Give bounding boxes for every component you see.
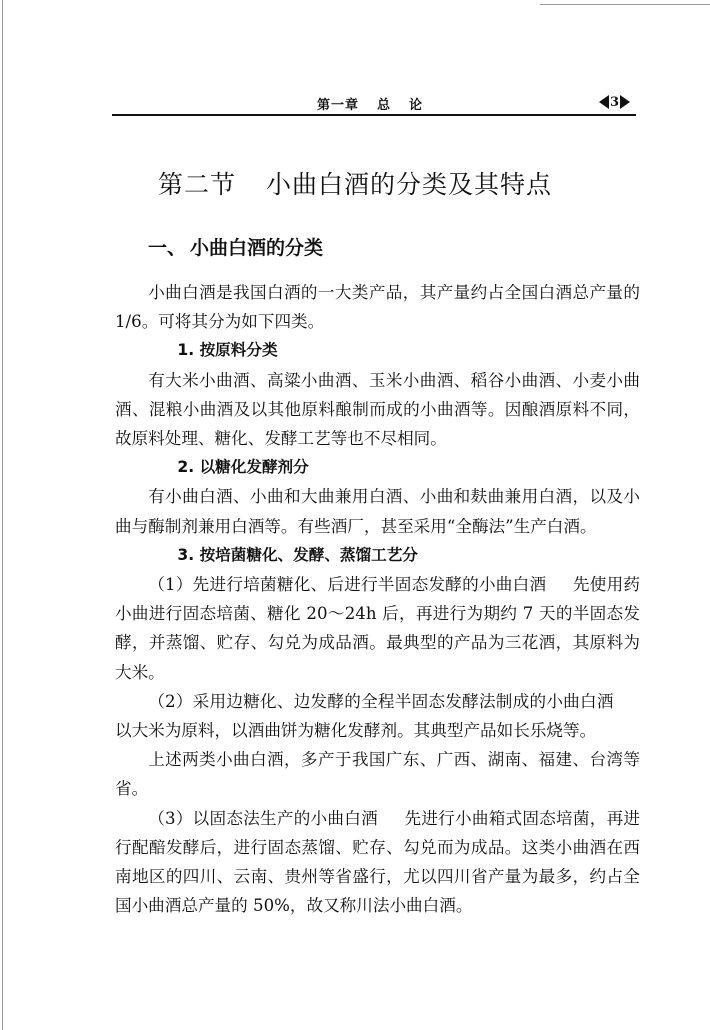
chapter-title-part-2: 论 [409,98,424,113]
chapter-title [317,94,423,113]
subsection-heading [148,233,323,260]
paragraph-intro: 小曲白酒是我国白酒的一大类产品，其产量约占全国白酒总产量的 1/6。可将其分为如下四类。 [115,283,640,332]
item-3-body: 先进行小曲箱式固态培菌，再进行配醅发酵后，进行固态蒸馏、贮存、勾兑而为成品。这类小曲酒在西南地区的四川、云南、贵州等省盛行，尤以四川省产量为最多，约占全国小曲酒总产量的 50%，故又称川法小曲白酒。 [115,808,641,916]
sub-heading-3: 3. 按培菌糖化、发酵、蒸馏工艺分 [177,545,418,564]
page-edge-left [2,0,3,1030]
paragraph-2: 有小曲白酒、小曲和大曲兼用白酒、小曲和麸曲兼用白酒，以及小曲与酶制剂兼用白酒等。有些酒厂，甚至采用“全酶法”生产白酒。 [115,487,640,536]
running-head [112,92,636,116]
paragraph-item-1 [115,570,640,687]
triangle-left-icon [599,95,609,109]
paragraph-item-3 [115,804,640,921]
item-2-heading: （2）采用边糖化、边发酵的全程半固态发酵法制成的小曲白酒 [148,691,614,711]
sub-heading-2: 2. 以糖化发酵剂分 [177,458,309,477]
item-3-heading: （3）以固态法生产的小曲白酒 [148,808,378,828]
item-1-body: 先使用药小曲进行固态培菌、糖化 20～24h 后，再进行为期约 7 天的半固态发酵，并蒸馏、贮存、勾兑为成品酒。最典型的产品为三花酒，其原料为大米。 [115,575,641,682]
section-number: 第二节 [157,170,236,199]
paragraph-item-2 [115,687,640,745]
paragraph-summary: 上述两类小曲白酒，多产于我国广东、广西、湖南、福建、台湾等省。 [115,750,640,799]
triangle-right-icon [620,95,630,109]
section-title [0,165,710,201]
item-2-body: 以大米为原料，以酒曲饼为糖化发酵剂。其典型产品如长乐烧等。 [115,721,597,741]
chapter-title-part-1: 总 [377,98,392,113]
chapter-label: 第一章 [317,98,360,113]
body-text [115,278,640,920]
item-1-heading: （1）先进行培菌糖化、后进行半固态发酵的小曲白酒 [148,575,547,595]
page-edge-top [540,4,710,5]
subsection-number: 一、 [148,237,187,259]
subsection-title: 小曲白酒的分类 [190,237,324,259]
page-number-value: 3 [609,94,619,110]
paragraph-1: 有大米小曲酒、高粱小曲酒、玉米小曲酒、稻谷小曲酒、小麦小曲酒、混粮小曲酒及以其他原料酿制而成的小曲酒等。因酿酒原料不同，故原料处理、糖化、发酵工艺等也不尽相同。 [115,370,640,449]
page-number [599,93,630,111]
sub-heading-1: 1. 按原料分类 [177,341,278,360]
section-title-text: 小曲白酒的分类及其特点 [266,170,553,199]
